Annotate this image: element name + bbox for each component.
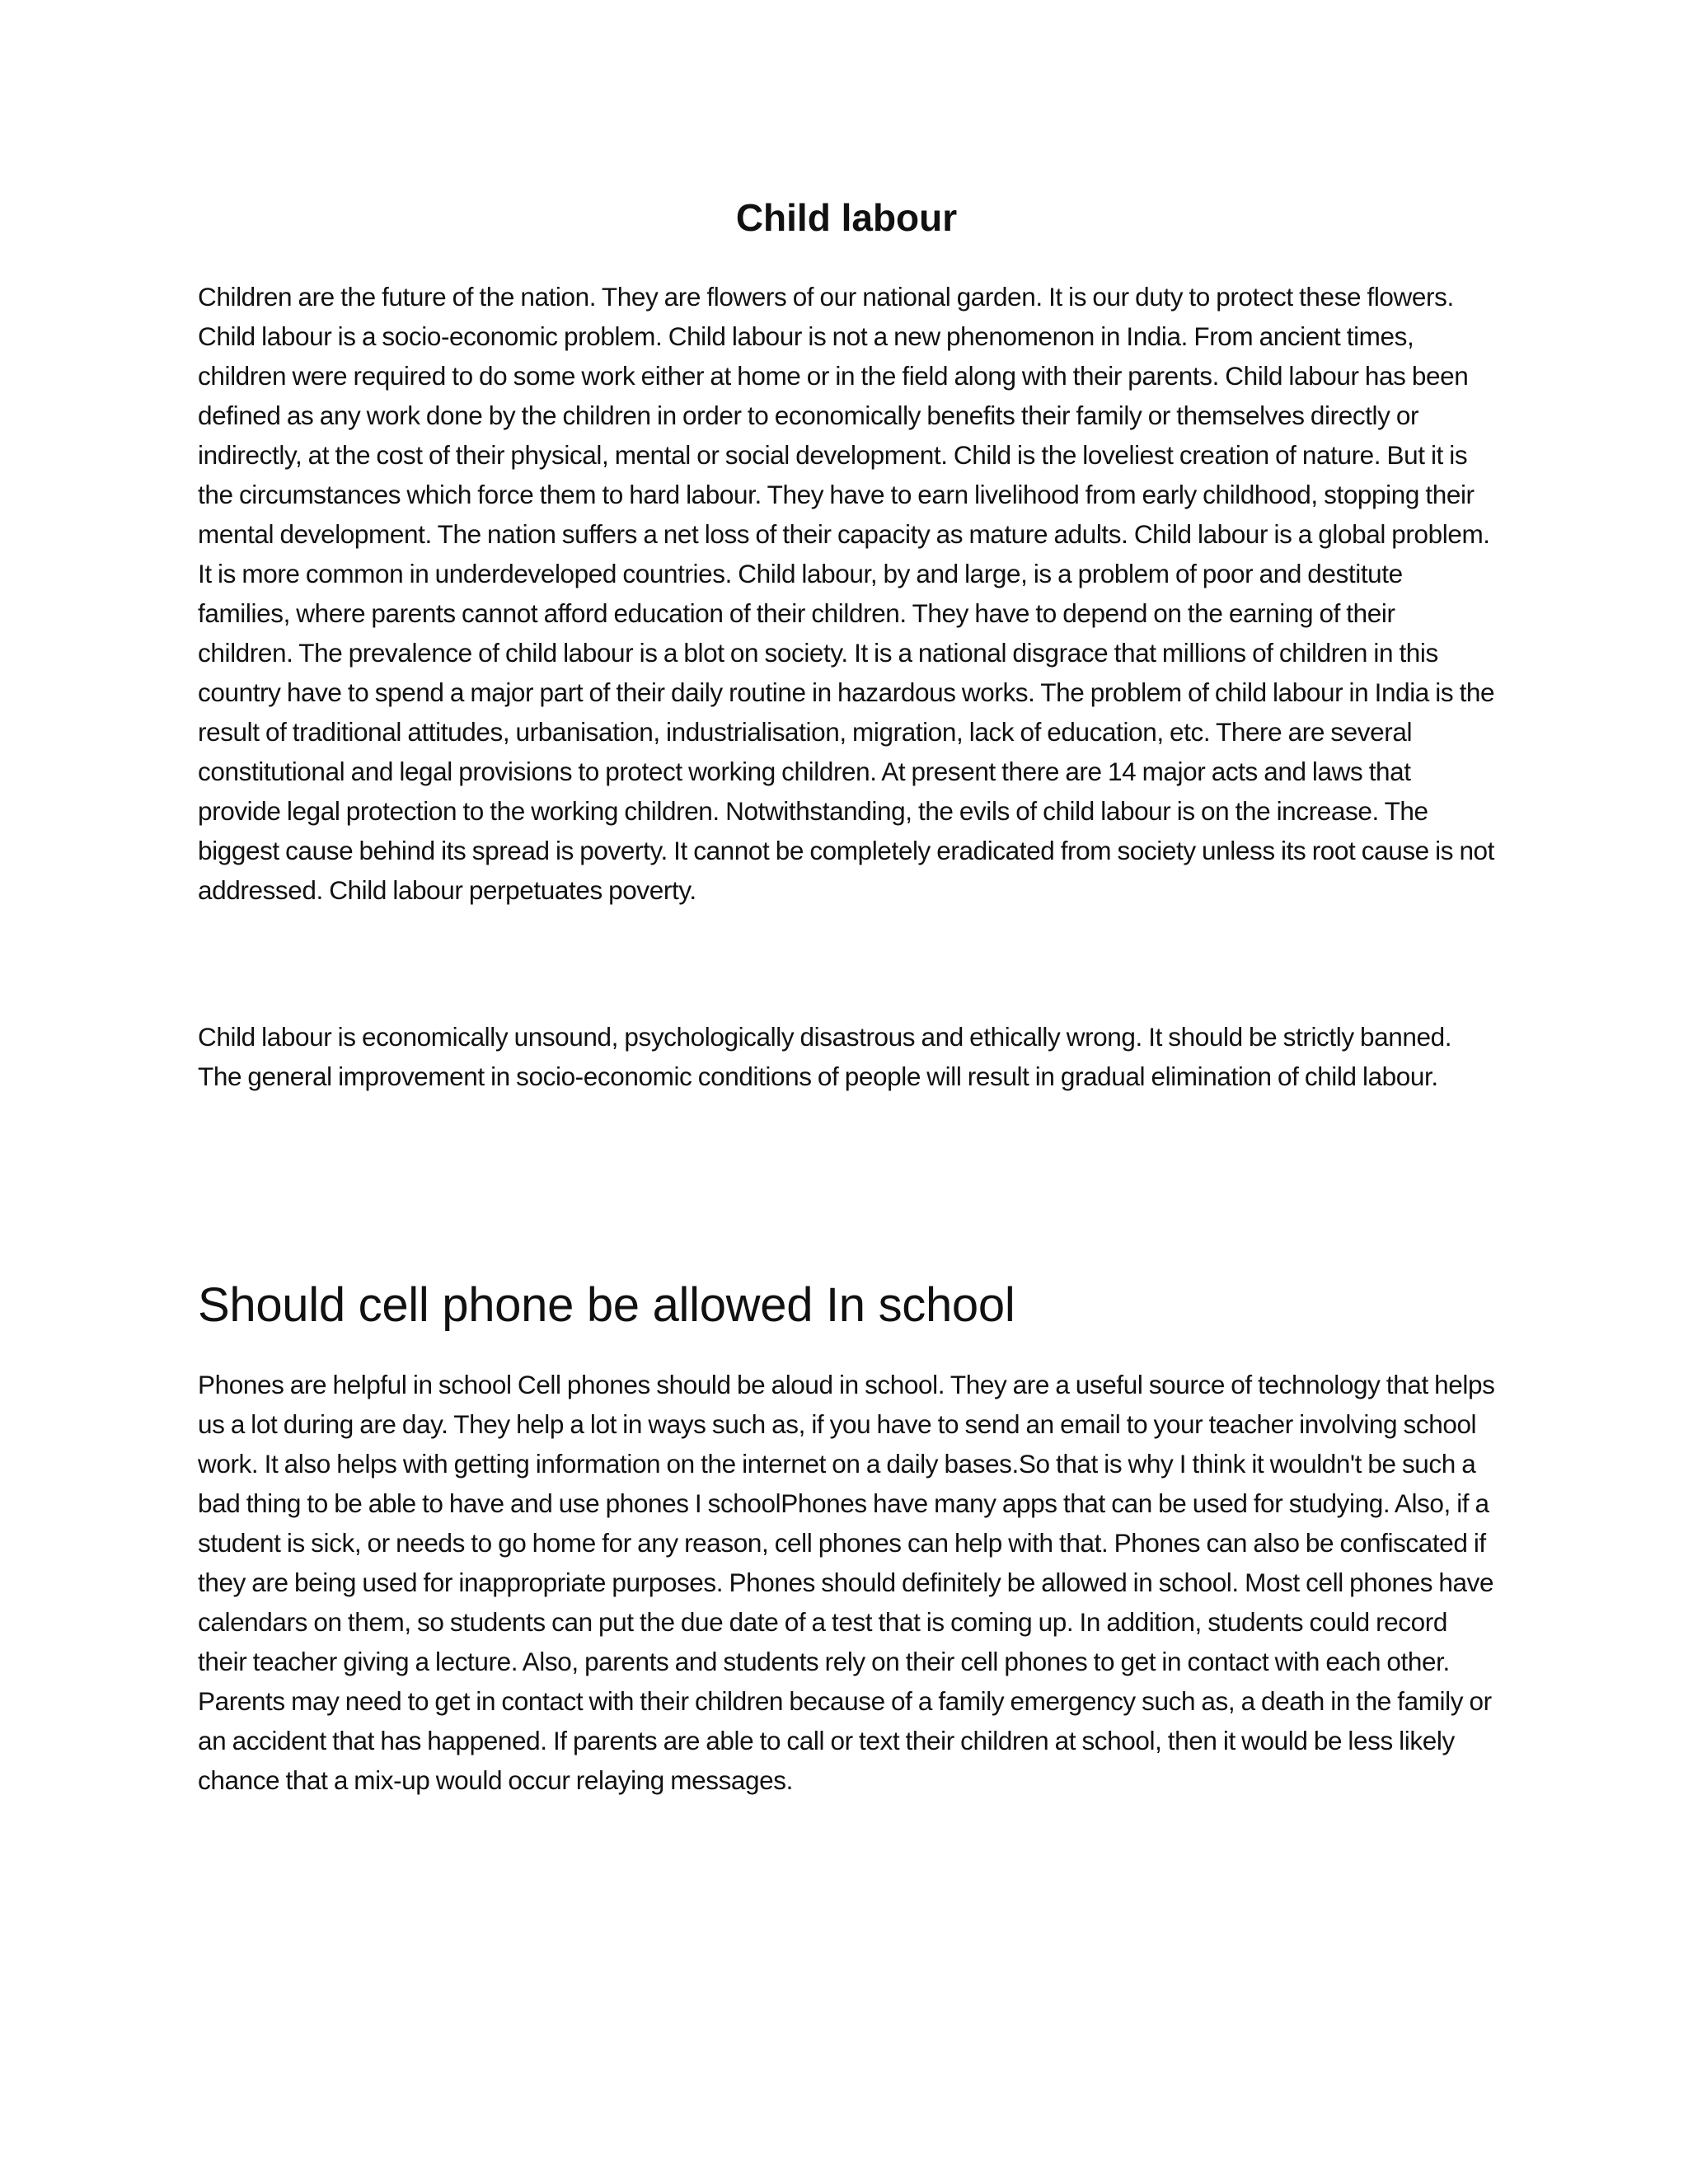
paragraph-cell-phones-1: Phones are helpful in school Cell phones should be aloud in school. They are a useful source of technology that helps us a lot during are day. They help a lot in ways such as, if you have to send an email to your teacher involving school work. It also helps with getting information on the internet on a daily bases.So that is why I think it wouldn't be such a bad thing to be able to have and use phones I schoolPhones have many apps that can be used for studying. Also, if a student is sick, or needs to go home for any reason, cell phones can help with that. Phones can also be confiscated if they are being used for inappropriate purposes. Phones should definitely be allowed in school. Most cell phones have calendars on them, so students can put the due date of a test that is coming up. In addition, students could record their teacher giving a lecture. Also, parents and students rely on their cell phones to get in contact with each other. Parents may need to get in contact with their children because of a family emergency such as, a death in the family or an accident that has happened. If parents are able to call or text their children at school, then it would be less likely chance that a mix-up would occur relaying messages. <box>198 1370 1495 1795</box>
section-title-cell-phones: Should cell phone be allowed In school <box>198 1278 1015 1332</box>
section-title-child-labour: Child labour <box>735 196 958 239</box>
paragraph-child-labour-1: Children are the future of the nation. They are flowers of our national garden. It is our duty to protect these flowers. Child labour is a socio-economic problem. Child labour is not a new phenomenon in India. From ancient times, children were required to do some work either at home or in the field along with their parents. Child labour has been defined as any work done by the children in order to economically benefits their family or themselves directly or indirectly, at the cost of their physical, mental or social development. Child is the loveliest creation of nature. But it is the circumstances which force them to hard labour. They have to earn livelihood from early childhood, stopping their mental development. The nation suffers a net loss of their capacity as mature adults. Child labour is a global problem. It is more common in underdeveloped countries. Child labour, by and large, is a problem of poor and destitute families, where parents cannot afford education of their children. They have to depend on the earning of their children. The prevalence of child labour is a blot on society. It is a national disgrace that millions of children in this country have to spend a major part of their daily routine in hazardous works. The problem of child labour in India is the result of traditional attitudes, urbanisation, industrialisation, migration, lack of education, etc. There are several constitutional and legal provisions to protect working children. At present there are 14 major acts and laws that provide legal protection to the working children. Notwithstanding, the evils of child labour is on the increase. The biggest cause behind its spread is poverty. It cannot be completely eradicated from society unless its root cause is not addressed. Child labour perpetuates poverty. <box>198 282 1495 905</box>
paragraph-child-labour-2: Child labour is economically unsound, psychologically disastrous and ethically wrong. It should be strictly banned. The general improvement in socio-economic conditions of people will result in gradual elimination of child labour. <box>198 1022 1452 1091</box>
